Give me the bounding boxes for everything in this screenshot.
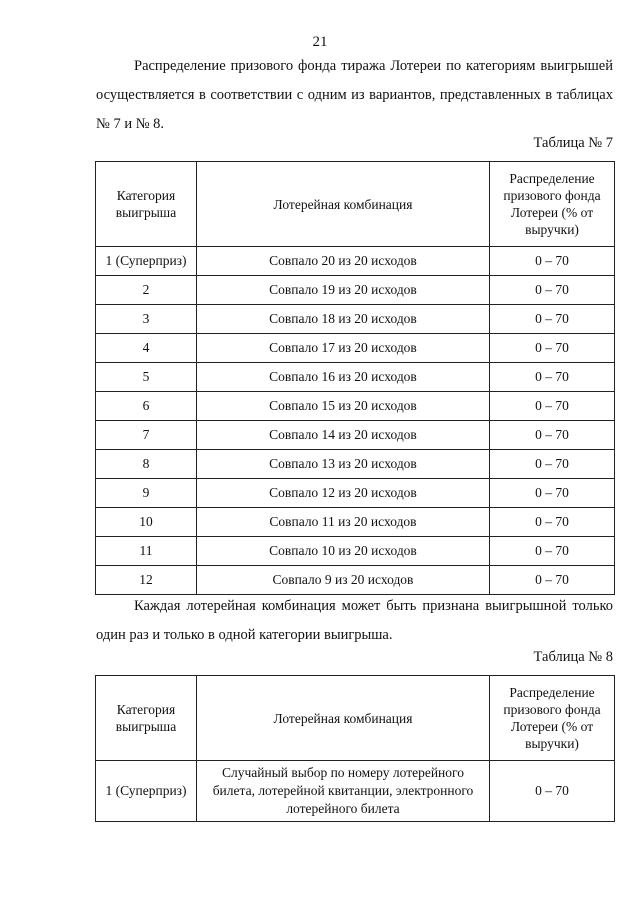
page-number: 21 (312, 34, 328, 50)
cell-category: 1 (Суперприз) (96, 761, 197, 822)
table-row (96, 450, 615, 479)
table-row (96, 537, 615, 566)
cell-combination: Совпало 12 из 20 исходов (197, 479, 490, 508)
cell-combination: Совпало 15 из 20 исходов (197, 392, 490, 421)
table-row (96, 508, 615, 537)
header-distribution: Распределение призового фонда Лотереи (% от выручки) (490, 676, 615, 761)
cell-combination: Совпало 11 из 20 исходов (197, 508, 490, 537)
cell-distribution: 0 – 70 (490, 276, 615, 305)
cell-combination: Совпало 17 из 20 исходов (197, 334, 490, 363)
table-8 (95, 675, 615, 822)
cell-category: 7 (96, 421, 197, 450)
cell-distribution: 0 – 70 (490, 761, 615, 822)
header-combination: Лотерейная комбинация (197, 162, 490, 247)
header-category: Категория выигрыша (96, 676, 197, 761)
cell-combination: Случайный выбор по номеру лотерейного билета, лотерейной квитанции, электронного лотерейного билета (197, 761, 490, 822)
cell-distribution: 0 – 70 (490, 305, 615, 334)
cell-category: 5 (96, 363, 197, 392)
cell-combination: Совпало 19 из 20 исходов (197, 276, 490, 305)
table-8-caption: Таблица № 8 (533, 649, 613, 665)
cell-distribution: 0 – 70 (490, 479, 615, 508)
table-row (96, 334, 615, 363)
cell-category: 6 (96, 392, 197, 421)
cell-distribution: 0 – 70 (490, 392, 615, 421)
table-7 (95, 161, 615, 595)
cell-category: 8 (96, 450, 197, 479)
table-row (96, 363, 615, 392)
table-row (96, 305, 615, 334)
table-row (96, 566, 615, 595)
header-distribution: Распределение призового фонда Лотереи (% от выручки) (490, 162, 615, 247)
cell-distribution: 0 – 70 (490, 247, 615, 276)
cell-distribution: 0 – 70 (490, 363, 615, 392)
cell-category: 10 (96, 508, 197, 537)
cell-distribution: 0 – 70 (490, 566, 615, 595)
cell-combination: Совпало 20 из 20 исходов (197, 247, 490, 276)
cell-category: 3 (96, 305, 197, 334)
cell-distribution: 0 – 70 (490, 421, 615, 450)
header-combination: Лотерейная комбинация (197, 676, 490, 761)
intro-paragraph: Распределение призового фонда тиража Лотереи по категориям выигрышей осуществляется в соответствии с одним из вариантов, представленных в таблицах № 7 и № 8. (96, 58, 613, 132)
cell-combination: Совпало 14 из 20 исходов (197, 421, 490, 450)
cell-combination: Совпало 16 из 20 исходов (197, 363, 490, 392)
table-row (96, 276, 615, 305)
cell-combination: Совпало 13 из 20 исходов (197, 450, 490, 479)
table-7-caption: Таблица № 7 (533, 135, 613, 151)
cell-category: 11 (96, 537, 197, 566)
table-row (96, 761, 615, 822)
header-category: Категория выигрыша (96, 162, 197, 247)
table-row (96, 421, 615, 450)
cell-combination: Совпало 10 из 20 исходов (197, 537, 490, 566)
cell-category: 9 (96, 479, 197, 508)
cell-distribution: 0 – 70 (490, 537, 615, 566)
table-row (96, 479, 615, 508)
cell-category: 1 (Суперприз) (96, 247, 197, 276)
table-row (96, 247, 615, 276)
cell-distribution: 0 – 70 (490, 508, 615, 537)
table-header-row (96, 676, 615, 761)
cell-combination: Совпало 9 из 20 исходов (197, 566, 490, 595)
middle-paragraph: Каждая лотерейная комбинация может быть признана выигрышной только один раз и только в одной категории выигрыша. (96, 598, 613, 643)
table-header-row (96, 162, 615, 247)
table-row (96, 392, 615, 421)
cell-category: 12 (96, 566, 197, 595)
cell-combination: Совпало 18 из 20 исходов (197, 305, 490, 334)
cell-distribution: 0 – 70 (490, 450, 615, 479)
cell-distribution: 0 – 70 (490, 334, 615, 363)
cell-category: 2 (96, 276, 197, 305)
cell-category: 4 (96, 334, 197, 363)
